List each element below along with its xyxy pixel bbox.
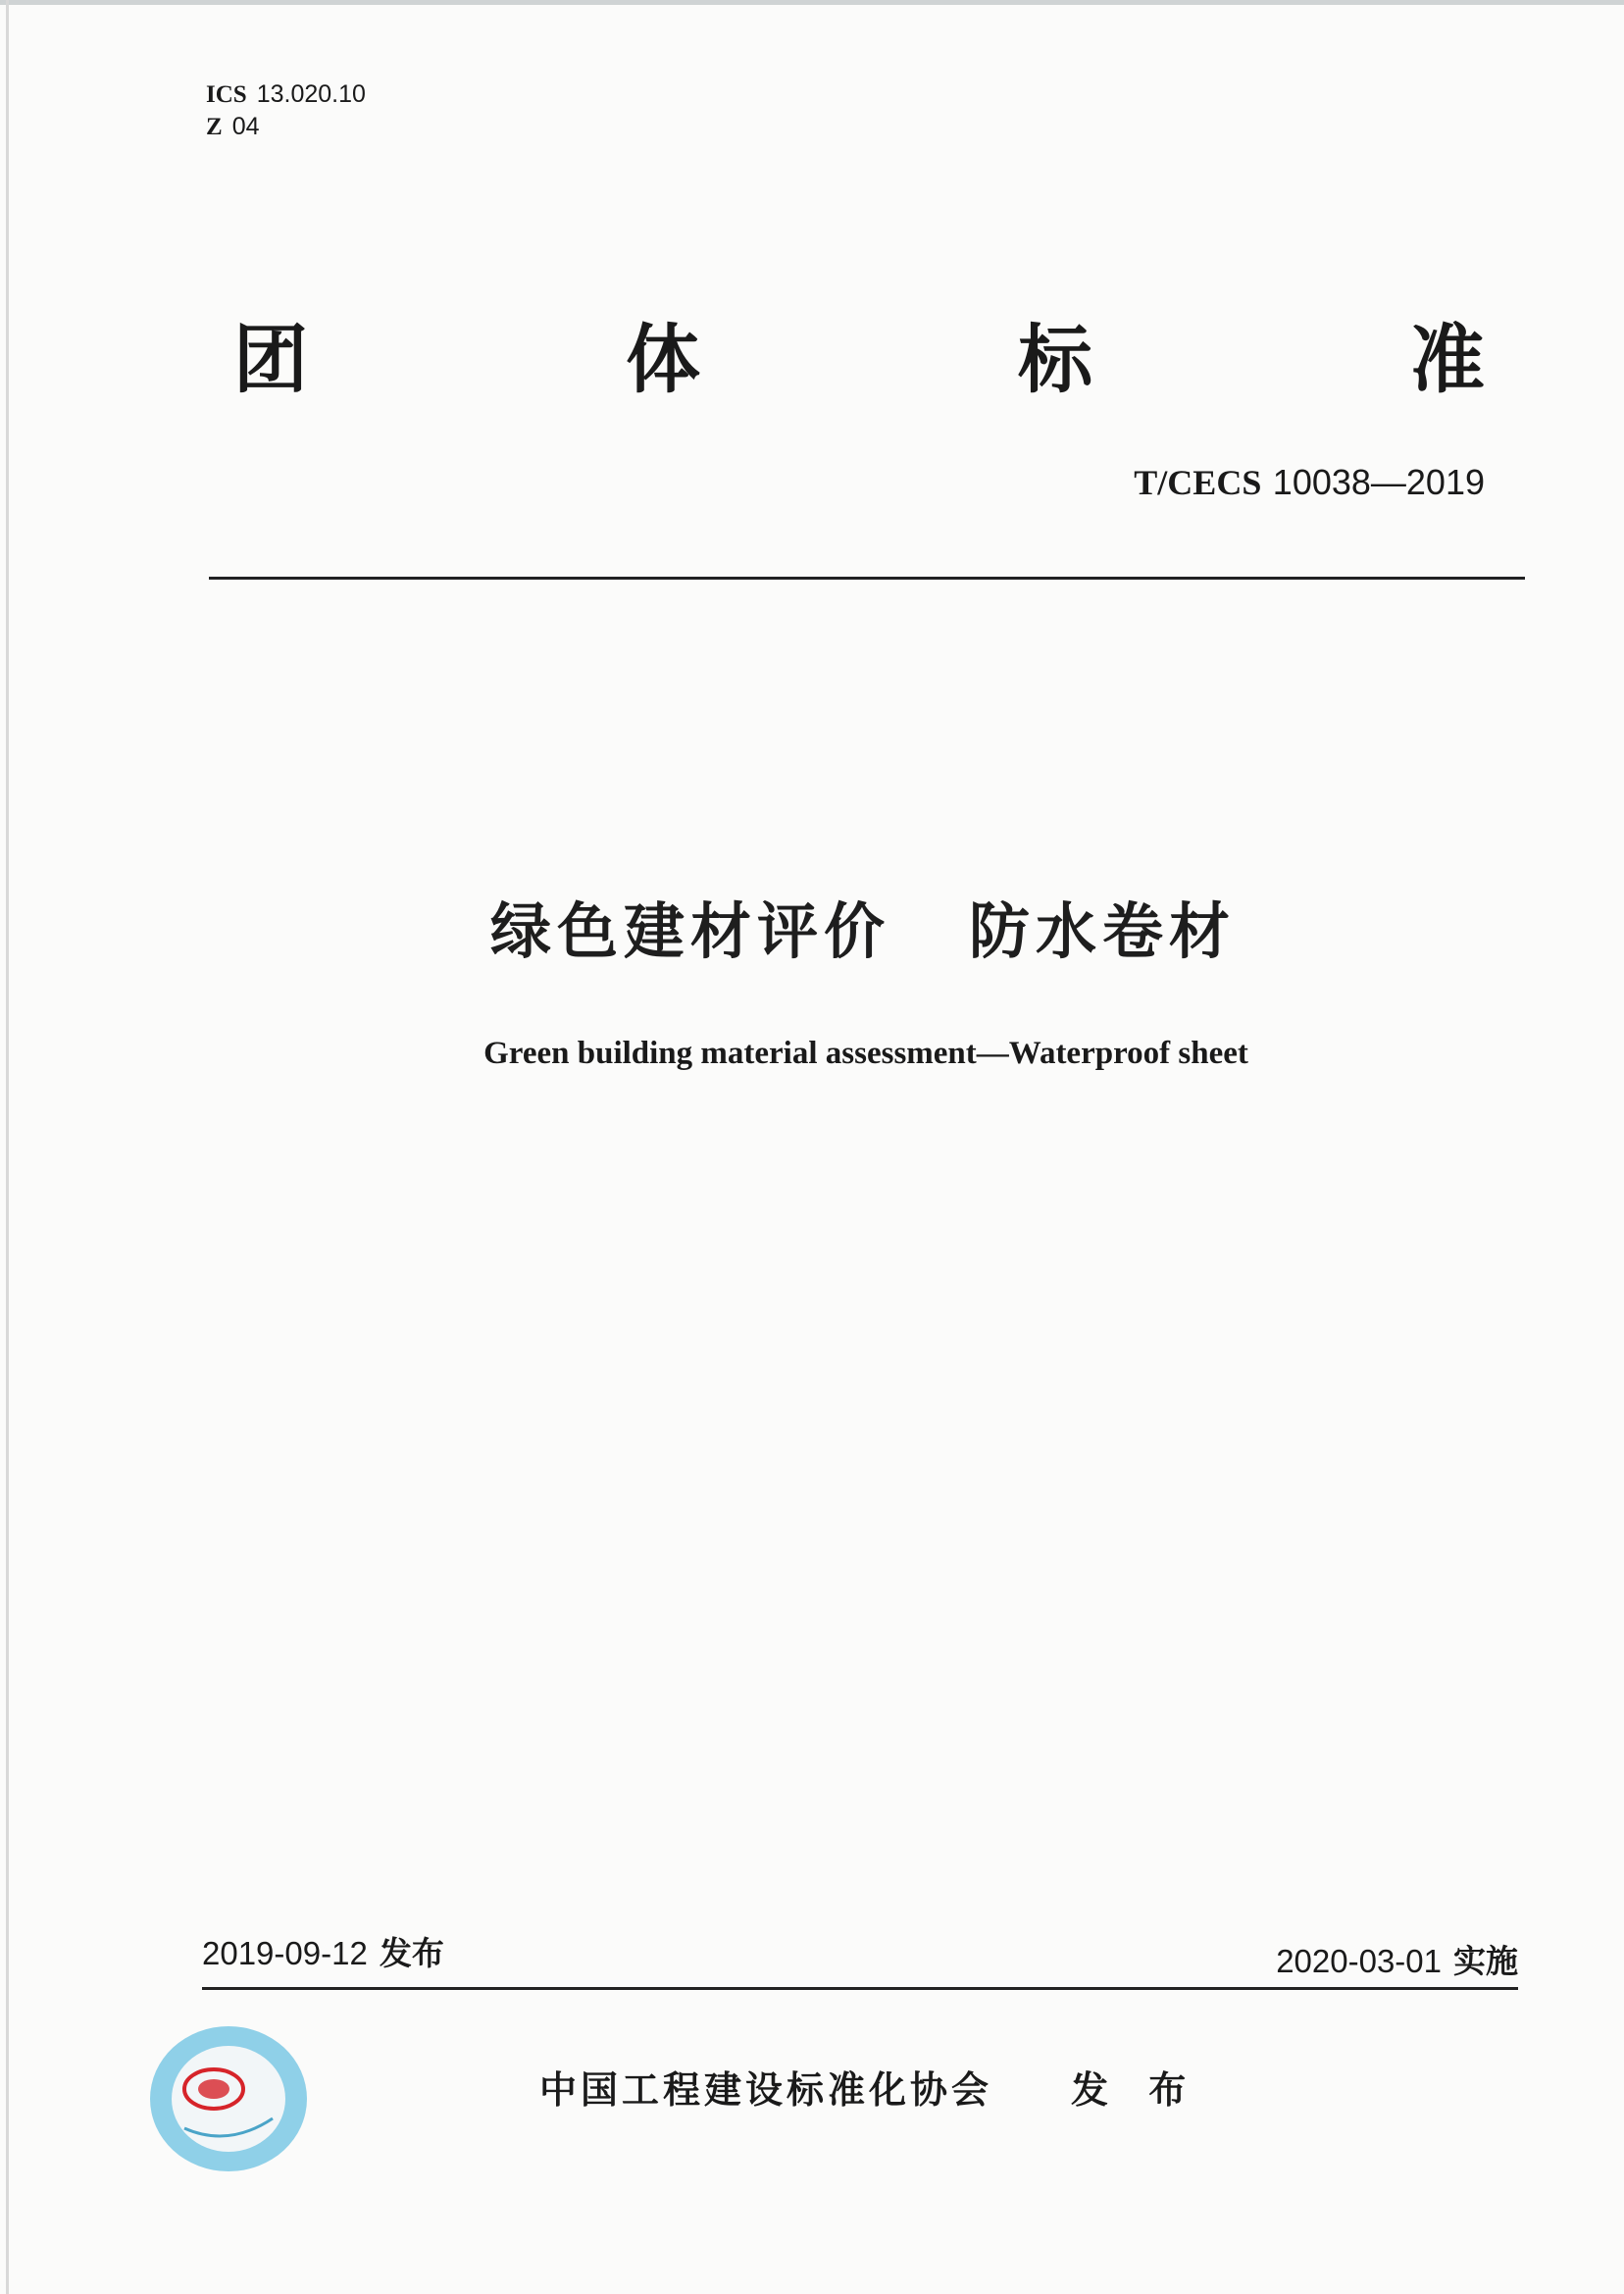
bottom-divider bbox=[202, 1987, 1518, 1990]
publisher-name: 中国工程建设标准化协会 bbox=[539, 2068, 993, 2112]
implement-label: 实施 bbox=[1453, 1942, 1518, 1980]
issue-label: 发布 bbox=[379, 1934, 444, 1972]
scan-top-edge bbox=[0, 0, 1624, 5]
implement-date: 2020-03-01 bbox=[1276, 1943, 1442, 1979]
publisher-line bbox=[539, 2065, 1199, 2115]
title-chinese-part2: 防水卷材 bbox=[969, 895, 1237, 967]
sticker-logo-core bbox=[198, 2079, 229, 2099]
title-chinese bbox=[0, 892, 1624, 971]
issue-date-line bbox=[202, 1932, 444, 1975]
ics-line bbox=[206, 78, 366, 111]
top-divider bbox=[209, 577, 1525, 580]
standard-type-heading bbox=[233, 316, 1500, 404]
standard-type-char: 团 bbox=[233, 316, 308, 403]
issue-date: 2019-09-12 bbox=[202, 1935, 368, 1971]
ics-label: ICS bbox=[206, 81, 247, 108]
standard-code-prefix: T/CECS bbox=[1134, 463, 1262, 502]
publisher-suffix: 发 布 bbox=[1071, 2068, 1200, 2112]
class-code: 04 bbox=[231, 113, 260, 140]
standard-code-number: 10038—2019 bbox=[1272, 462, 1485, 502]
class-label: Z bbox=[206, 114, 223, 140]
class-line bbox=[206, 111, 366, 143]
scan-left-edge bbox=[6, 0, 9, 2294]
implement-date-line bbox=[1276, 1940, 1518, 1983]
standard-type-char: 体 bbox=[626, 316, 700, 403]
title-english: Green building material assessment—Waterproof sheet bbox=[483, 1036, 1248, 1071]
standard-code bbox=[1134, 461, 1485, 505]
classification-block bbox=[206, 78, 366, 143]
anti-counterfeit-sticker bbox=[145, 2020, 312, 2177]
title-chinese-part1: 绿色建材评价 bbox=[489, 895, 890, 967]
ics-code: 13.020.10 bbox=[256, 80, 366, 108]
standard-type-char: 标 bbox=[1018, 316, 1092, 403]
standard-type-char: 准 bbox=[1410, 316, 1485, 403]
